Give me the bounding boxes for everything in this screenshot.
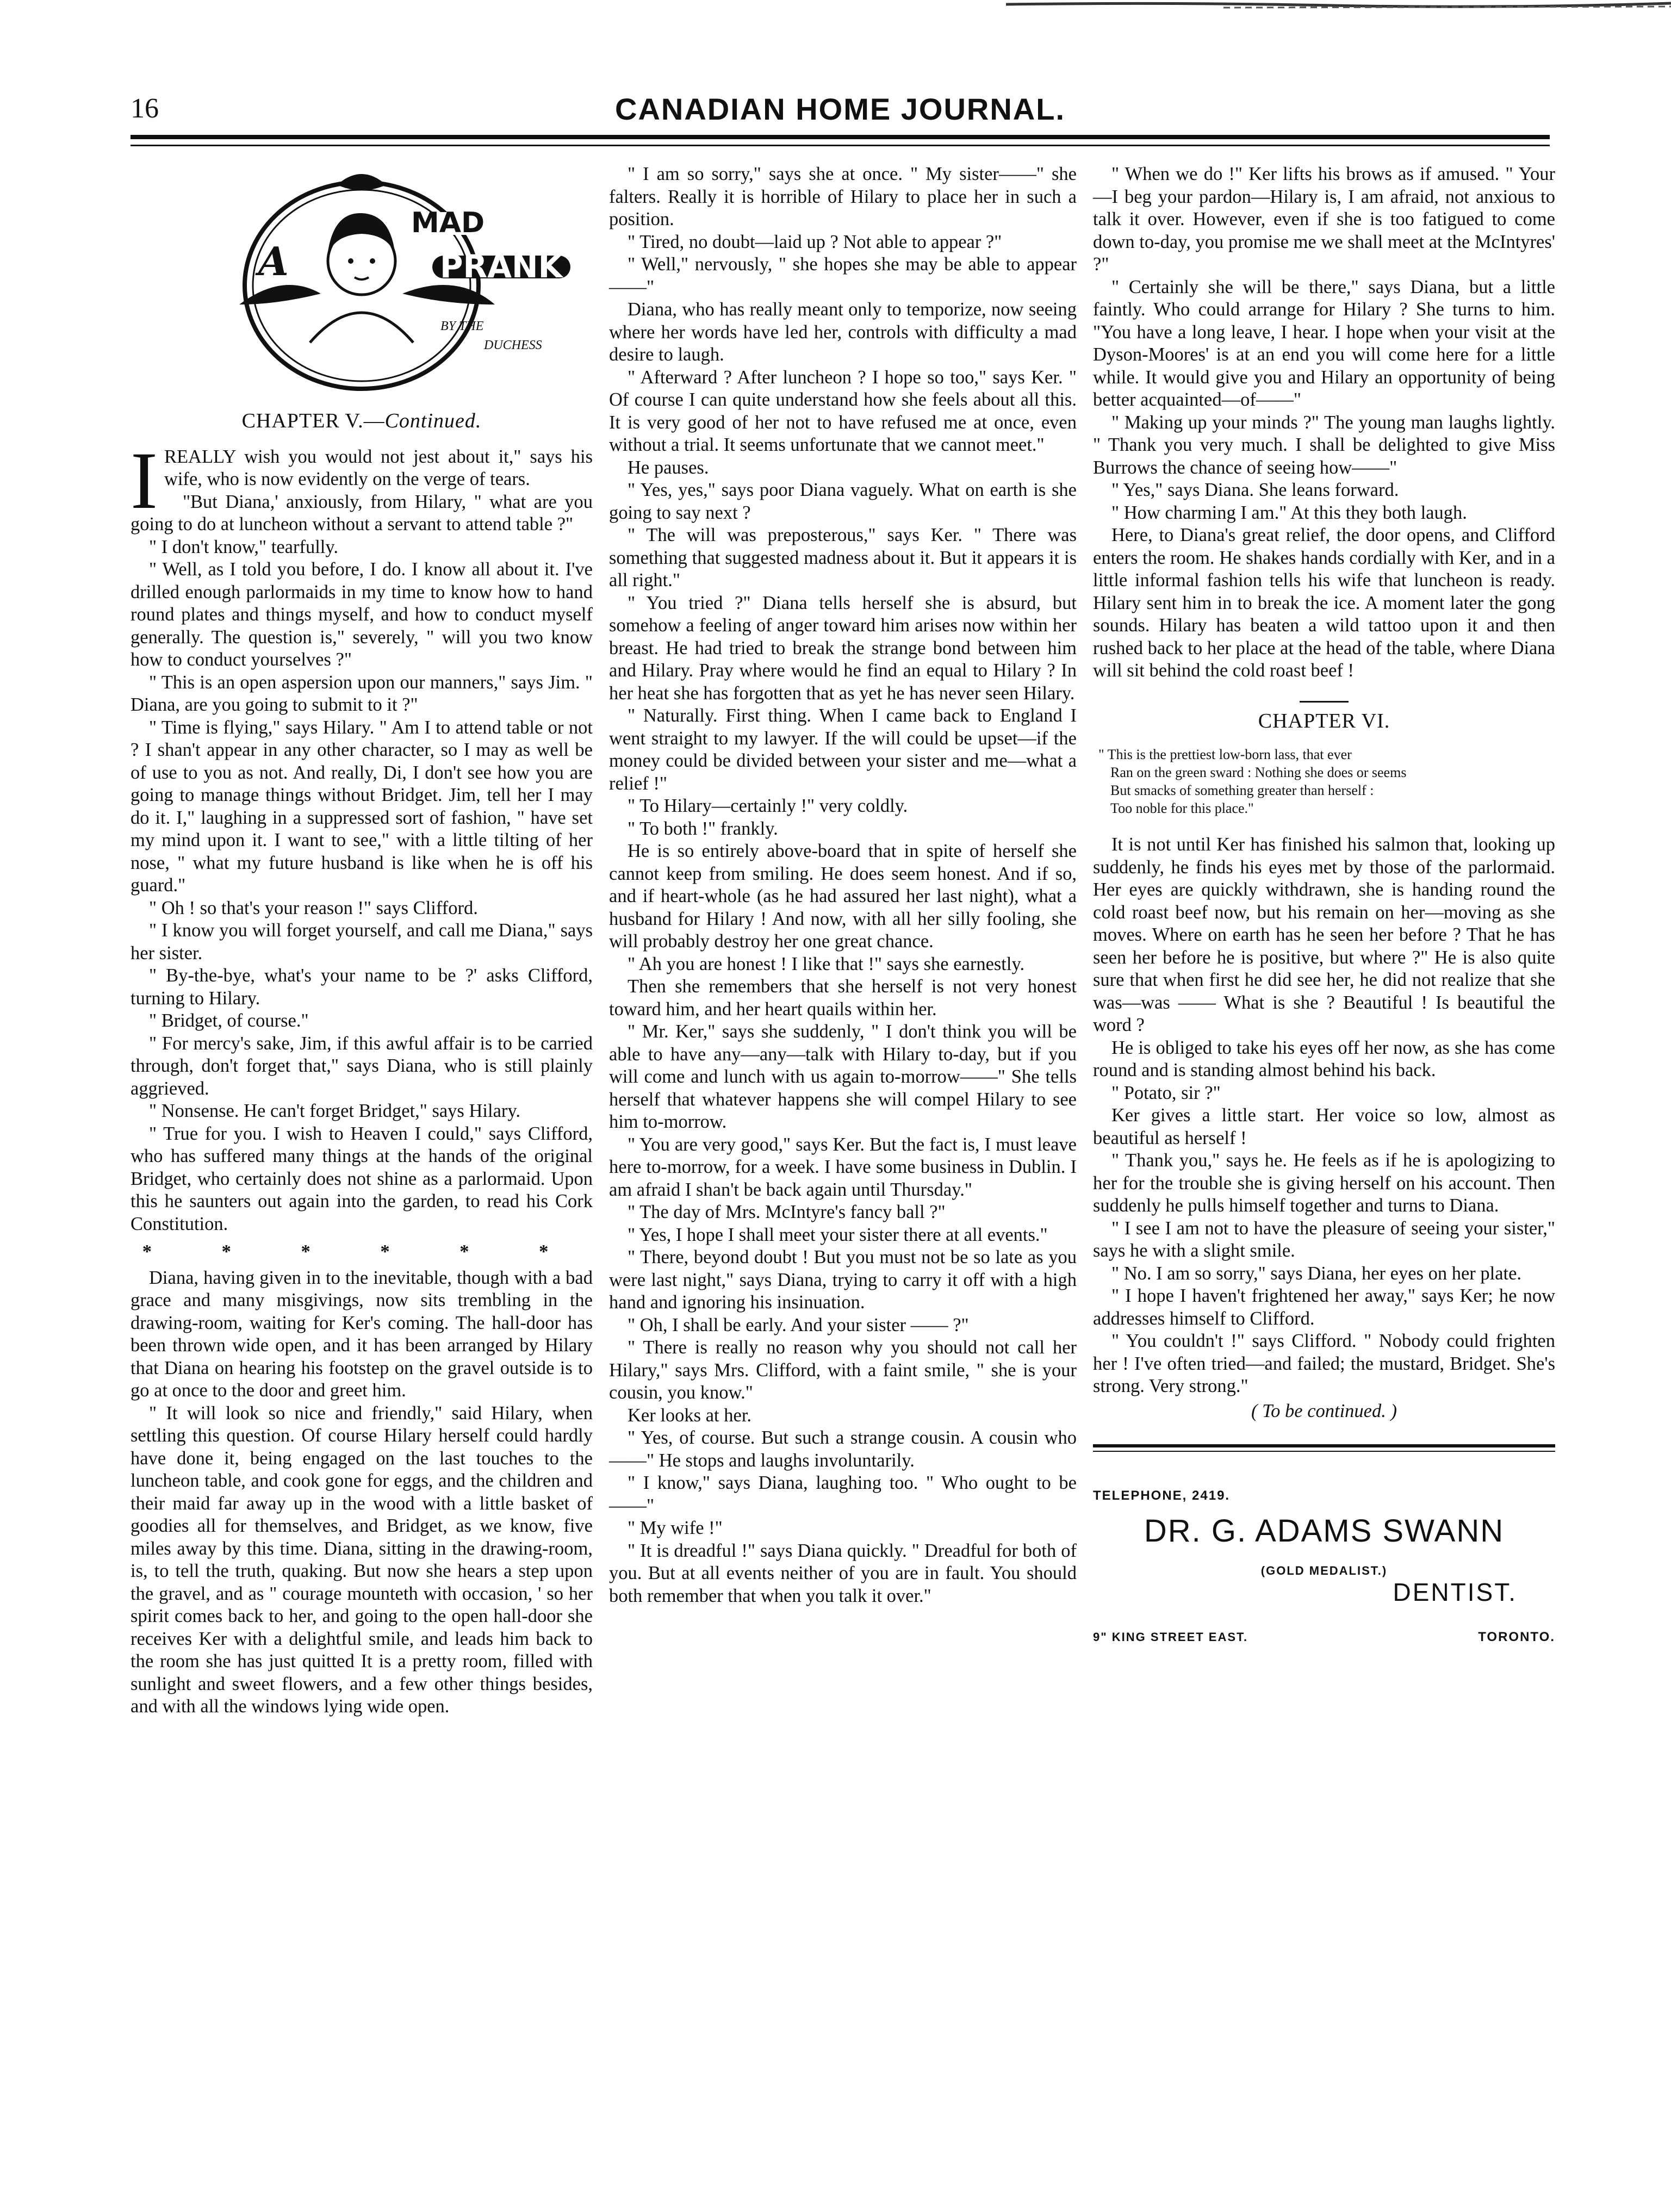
- chapter-5-paragraph: " For mercy's sake, Jim, if this awful affair is to be carried through, don't forget that," says Diana, who is still plainly aggrieved.: [131, 1033, 593, 1099]
- chapter-6-heading: CHAPTER VI.: [1258, 709, 1390, 732]
- chapter-5-paragraph: He pauses.: [628, 457, 709, 478]
- chapter-5-paragraph: "But Diana,' anxiously, from Hilary, " what are you going to do at luncheon without a servant to attend table ?": [131, 491, 593, 535]
- chapter-5-paragraph: " Well," nervously, " she hopes she may be able to appear——": [609, 254, 1077, 297]
- chapter-5-paragraph: " When we do !" Ker lifts his brows as if amused. " Your—I beg your pardon—Hilary is, I am afraid, not anxious to talk it over. However, even if she is too fatigued to come down to-day, you promise me we shall meet at the McIntyres' ?": [1093, 164, 1555, 275]
- chapter-6-paragraph: " No. I am so sorry," says Diana, her eyes on her plate.: [1111, 1263, 1522, 1284]
- chapter-5-paragraph: He is so entirely above-board that in spite of herself she cannot keep from smiling. He does seem honest. And if so, and if heart-whole (as he had assured her last night), what a husband for Hilary ! And now, with all her silly fooling, she will probably destroy her one great chance.: [609, 841, 1077, 952]
- chapter-5-paragraph: Here, to Diana's great relief, the door opens, and Clifford enters the room. He shakes hands cordially with Ker, and in a little informal fashion tells his wife that luncheon is ready. Hilary sent him in to break the ice. A moment later the gong sounds. Hilary has beaten a wild tattoo upon it and then rushed back to her place at the head of the table, where Diana will sit behind the cold roast beef !: [1093, 525, 1555, 681]
- chapter-5-paragraph: " Afterward ? After luncheon ? I hope so too," says Ker. " Of course I can quite understand how she feels about all this. It is very good of her not to have refused me at once, even without a trial. It seems unfortunate that we cannot meet.": [609, 366, 1077, 455]
- chapter-5-paragraph: " There, beyond doubt ! But you must not be so late as you were last night," says Diana, trying to carry it off with a high hand and ignoring his insinuation.: [609, 1247, 1077, 1313]
- advertisement-rule: [1093, 1444, 1555, 1447]
- chapter-5-paragraph: " Yes, of course. But such a strange cousin. A cousin who——" He stops and laughs involuntarily.: [609, 1427, 1077, 1471]
- chapter-6-divider: [1300, 701, 1349, 703]
- ad-medal: (GOLD MEDALIST.): [1260, 1564, 1388, 1577]
- chapter-5-paragraph: " Certainly she will be there," says Diana, but a little faintly. Who could arrange for Hilary ? She turns to him. "You have a long leave, I hear. I hope when your visit at the Dyson-Moores' is at an end you will come here for a little while. It would give you and Hilary an opportunity of being better acquainted—of——": [1093, 276, 1555, 410]
- chapter-5-paragraph: " True for you. I wish to Heaven I could," says Clifford, who has suffered many things at the hands of the original Bridget, who certainly does not shine as a parlormaid. Upon this he saunters out again into the garden, to read his Cork Constitution.: [131, 1123, 593, 1234]
- chapter-5-paragraph: Ker looks at her.: [628, 1405, 752, 1426]
- chapter-5-paragraph: IREALLY wish you would not jest about it," says his wife, who is now evidently on the verge of tears.: [131, 435, 593, 526]
- chapter-5-paragraph: " Ah you are honest ! I like that !" says she earnestly.: [628, 953, 1025, 974]
- column-3: [1093, 163, 1555, 1680]
- chapter-5-paragraph: " The day of Mrs. McIntyre's fancy ball ?": [628, 1202, 946, 1222]
- chapter-5-paragraph: " Nonsense. He can't forget Bridget," says Hilary.: [149, 1101, 521, 1121]
- column-2: [609, 163, 1077, 1607]
- chapter-5-paragraph: " Bridget, of course.": [149, 1010, 309, 1031]
- chapter-5-paragraph: " Yes," says Diana. She leans forward.: [1111, 480, 1399, 500]
- chapter-6-paragraph: " You couldn't !" says Clifford. " Nobody could frighten her ! I've often tried—and failed; the mustard, Bridget. She's strong. Very strong.": [1093, 1331, 1555, 1396]
- illustration-title-mad: MAD: [408, 212, 488, 235]
- chapter-5-paragraph: " Making up your minds ?" The young man laughs lightly. " Thank you very much. I shall be delighted to give Miss Burrows the chance of seeing how——": [1093, 412, 1555, 478]
- chapter-5-paragraph: Diana, having given in to the inevitable, though with a bad grace and many misgivings, now sits trembling in the drawing-room, waiting for Ker's coming. The hall-door has been thrown wide open, and it has been arranged by Hilary that Diana on hearing his footstep on the gravel outside is to go at once to the door and greet him.: [131, 1267, 593, 1401]
- illustration-byline-author: DUCHESS: [484, 338, 542, 352]
- title-illustration: [131, 163, 593, 402]
- ad-city: TORONTO.: [1478, 1630, 1555, 1644]
- chapter-5-paragraph: Then she remembers that she herself is not very honest toward him, and her heart quails within her.: [609, 976, 1077, 1020]
- chapter-5-paragraph: " Time is flying," says Hilary. " Am I to attend table or not ? I shan't appear in any other character, so I may as well be of use to you as not. And really, Di, I don't see how you are going to manage things without Bridget. Jim, tell her I may do it. I," laughing in a suppressed sort of fashion, " have set my mind upon it. I want to see," with a little tilting of her nose, " what my future husband is like when he is off his guard.": [131, 717, 593, 896]
- chapter-5-paragraph: Diana, who has really meant only to temporize, now seeing where her words have led her, controls with difficulty a mad desire to laugh.: [609, 299, 1077, 365]
- chapter-5-paragraph: " You are very good," says Ker. But the fact is, I must leave here to-morrow, for a week. I have some business in Dublin. I am afraid I shan't be back again until Thursday.": [609, 1134, 1077, 1200]
- illustration-title-prank: PRANK: [432, 256, 570, 278]
- page-number: 16: [131, 93, 159, 124]
- chapter-5-paragraph: " Yes, yes," says poor Diana vaguely. What on earth is she going to say next ?: [609, 480, 1077, 523]
- section-break-stars: * * * * * *: [142, 1241, 581, 1262]
- ad-telephone: TELEPHONE, 2419.: [1093, 1488, 1231, 1503]
- drop-cap: I: [131, 435, 158, 526]
- header-rule-thin: [131, 145, 1550, 146]
- to-be-continued: ( To be continued. ): [1251, 1400, 1397, 1421]
- chapter-5-paragraph: " I know," says Diana, laughing too. " Who ought to be——": [609, 1472, 1077, 1516]
- ad-name: DR. G. ADAMS SWANN: [1144, 1513, 1505, 1549]
- chapter-5-paragraph: " To both !" frankly.: [628, 818, 778, 839]
- chapter-6-paragraph: " Thank you," says he. He feels as if he is apologizing to her for the trouble she is giving herself on his account. Then suddenly he pulls himself together and turns to Diana.: [1093, 1150, 1555, 1216]
- column-1: [131, 163, 593, 1718]
- chapter-5-paragraph: " To Hilary—certainly !" very coldly.: [628, 796, 908, 816]
- chapter-6-paragraph: " I see I am not to have the pleasure of seeing your sister," says he with a slight smile.: [1093, 1217, 1555, 1261]
- chapter-5-paragraph: " Oh ! so that's your reason !" says Clifford.: [149, 897, 478, 918]
- chapter-6-paragraph: He is obliged to take his eyes off her now, as she has come round and is standing almost behind his back.: [1093, 1037, 1555, 1080]
- illustration-title-a: A: [258, 238, 289, 284]
- page-header: [131, 82, 1550, 131]
- chapter-5-paragraph: " Tired, no doubt—laid up ? Not able to appear ?": [628, 231, 1002, 252]
- chapter-5-paragraph: " There is really no reason why you should not call her Hilary," says Mrs. Clifford, with a faint smile, " she is your cousin, you know.": [609, 1337, 1077, 1403]
- chapter-5-paragraph: " Well, as I told you before, I do. I know all about it. I've drilled enough parlormaids in my time to know how to hand round plates and things myself, and how to conduct myself generally. The question is," severely, " will you two know how to conduct yourselves ?": [131, 559, 593, 670]
- journal-title: CANADIAN HOME JOURNAL.: [615, 92, 1065, 126]
- chapter-6-paragraph: It is not until Ker has finished his salmon that, looking up suddenly, he finds his eyes met by those of the parlormaid. Her eyes are quickly withdrawn, she is handing round the cold roast beef now, but his remain on her—moving as she moves. Where on earth has he seen her before ? That he has seen her before he is positive, but where ?" He is also quite sure that when first he did see her, he did not realize that she was—was —— What is she ? Beautiful ! Is beautiful the word ?: [1093, 834, 1555, 1035]
- chapter-5-paragraph: " I am so sorry," says she at once. " My sister——" she falters. Really it is horrible of Hilary to place her in such a position.: [609, 164, 1077, 229]
- chapter-5-paragraph: " My wife !": [628, 1518, 723, 1538]
- header-rule-thick: [131, 135, 1550, 139]
- top-edge-ornament: [1006, 0, 1671, 16]
- chapter-5-paragraph: " It is dreadful !" says Diana quickly. " Dreadful for both of you. But at all events neither of you are in fault. You should both remember that when you talk it over.": [609, 1540, 1077, 1606]
- chapter-5-heading: CHAPTER V.—Continued.: [241, 409, 482, 432]
- chapter-6-paragraph: Ker gives a little start. Her voice so low, almost as beautiful as herself !: [1093, 1105, 1555, 1148]
- illustration-byline-by: BY THE: [440, 319, 484, 333]
- dentist-advertisement: [1093, 1452, 1555, 1680]
- ad-profession: DENTIST.: [1393, 1578, 1517, 1606]
- chapter-5-paragraph: " By-the-bye, what's your name to be ?' asks Clifford, turning to Hilary.: [131, 965, 593, 1009]
- chapter-6-paragraph: " I hope I haven't frightened her away," says Ker; he now addresses himself to Clifford.: [1093, 1285, 1555, 1329]
- chapter-5-paragraph: " Yes, I hope I shall meet your sister there at all events.": [628, 1224, 1048, 1245]
- chapter-5-paragraph: " I know you will forget yourself, and call me Diana," says her sister.: [131, 920, 593, 964]
- chapter-5-paragraph: " You tried ?" Diana tells herself she is absurd, but somehow a feeling of anger toward him arises now within her breast. He had tried to break the strange bond between him and Hilary. Pray where would he find an equal to Hilary ? In her heat she has forgotten that as yet he has never seen Hilary.: [609, 592, 1077, 704]
- chapter-5-paragraph: " It will look so nice and friendly," said Hilary, when settling this question. Of course Hilary herself could hardly have done it, being engaged on the last touches to the luncheon table, and cook gone for eggs, and the children and their maid far away up in the wood with a little basket of goodies all for themselves, and Bridget, as we know, five miles away by this time. Diana, sitting in the drawing-room, is, to tell the truth, quaking. But now she hears a step upon the gravel, and as " courage mounteth with occasion, ' so her spirit comes back to her, and going to the open hall-door she receives Ker with a delightful smile, and leads him back to the room she has just quitted It is a pretty room, filled with sunlight and sweet flowers, and a few other things besides, and with all the windows lying wide open.: [131, 1402, 593, 1717]
- ad-address: 9" KING STREET EAST.: [1093, 1630, 1248, 1644]
- chapter-5-paragraph: " Oh, I shall be early. And your sister —— ?": [628, 1314, 969, 1335]
- chapter-6-paragraph: " Potato, sir ?": [1111, 1082, 1221, 1103]
- chapter-5-paragraph: " This is an open aspersion upon our manners," says Jim. " Diana, are you going to submit to it ?": [131, 672, 593, 715]
- chapter-5-paragraph: " Mr. Ker," says she suddenly, " I don't think you will be able to have any—any—talk with Hilary to-day, but if you will come and lunch with us again to-morrow——" She tells herself that whatever happens she will compel Hilary to see him to-morrow.: [609, 1021, 1077, 1132]
- chapter-5-paragraph: " The will was preposterous," says Ker. " There was something that suggested madness about it. But it appears it is all right.": [609, 525, 1077, 591]
- chapter-6-epigraph: " This is the prettiest low-born lass, that ever Ran on the green sward : Nothing she does or seems But smacks of something greater than herself : Too noble for this place.": [1098, 747, 1407, 816]
- chapter-5-paragraph: " I don't know," tearfully.: [149, 536, 338, 557]
- chapter-5-paragraph: " How charming I am." At this they both laugh.: [1111, 502, 1467, 523]
- chapter-5-paragraph: " Naturally. First thing. When I came back to England I went straight to my lawyer. If the will could be upset—if the money could be divided between your sister and me—what a relief !": [609, 705, 1077, 794]
